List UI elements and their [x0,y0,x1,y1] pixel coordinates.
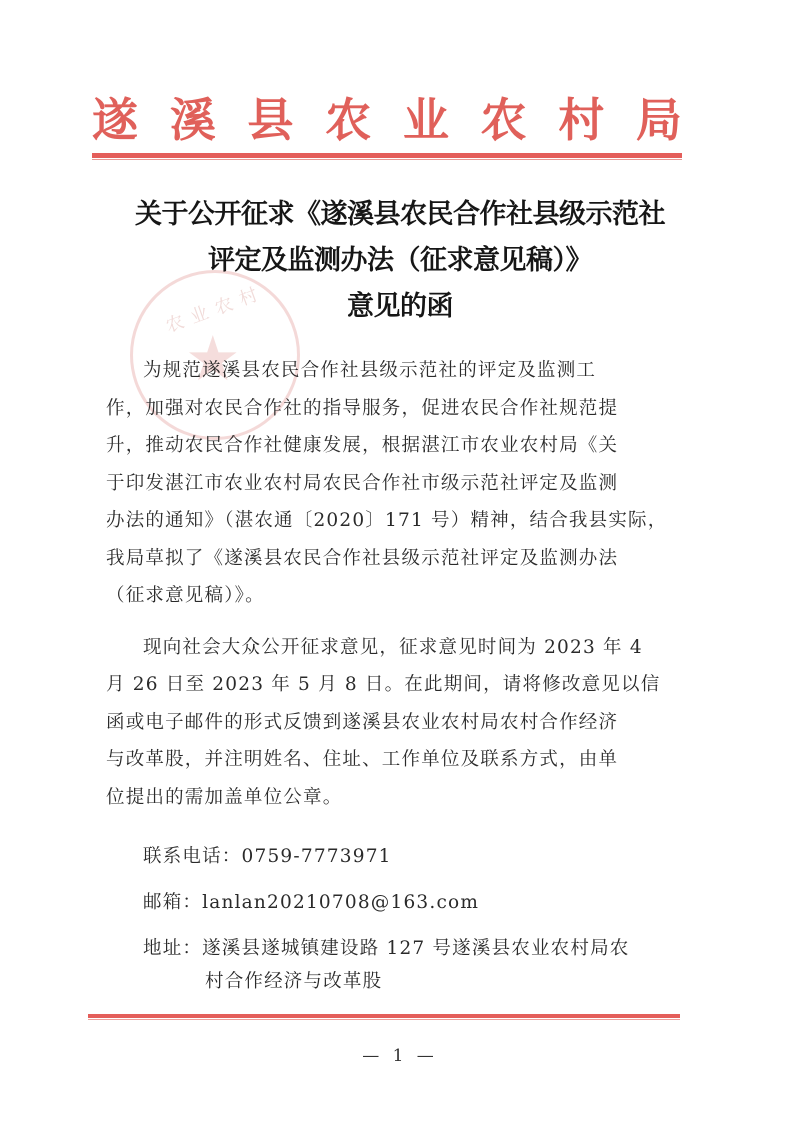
text-line: 为规范遂溪县农民合作社县级示范社的评定及监测工 [143,360,597,381]
masthead-char: 农 [480,93,527,147]
phone-value: 0759-7773971 [241,846,392,867]
masthead-char: 遂 [92,93,138,147]
text-line: 现向社会大众公开征求意见，征求意见时间为 2023 年 4 [143,636,643,658]
footer-divider-thin [88,1019,680,1020]
text-line: 位提出的需加盖单位公章。 [106,786,343,808]
page-number: — 1 — [362,1046,438,1066]
text-line: 办法的通知》（湛农通〔2020〕171 号）精神，结合我县实际， [106,510,668,531]
text-line: 作，加强对农民合作社的指导服务，促进农民合作社规范提 [106,397,619,419]
paragraph-1 [106,352,681,615]
text-line: 函或电子邮件的形式反馈到遂溪县农业农村局农村合作经济 [106,711,619,733]
masthead-divider-thin [92,159,682,160]
masthead-divider [92,153,682,158]
text-line: 我局草拟了《遂溪县农民合作社县级示范社评定及监测办法 [106,547,619,569]
contact-email [143,884,688,922]
contact-phone [143,838,688,876]
masthead [92,90,682,150]
address-value: 遂溪县遂城镇建设路 127 号遂溪县农业农村局农 [202,938,630,959]
title-line: 意见的函 [347,291,453,322]
title-line: 关于公开征求《遂溪县农民合作社县级示范社 [135,199,665,230]
masthead-char: 县 [247,93,294,147]
masthead-char: 业 [402,93,449,147]
paragraph-2 [106,629,681,817]
text-line: 月 26 日至 2023 年 5 月 8 日。在此期间，请将修改意见以信 [106,674,661,695]
address-value-continued: 村合作经济与改革股 [205,971,383,992]
document-title [80,192,720,330]
contact-address [143,930,688,968]
masthead-char: 局 [635,93,682,147]
text-line: 于印发湛江市农业农村局农民合作社市级示范社评定及监测 [106,472,619,494]
masthead-char: 溪 [169,93,216,147]
title-line: 评定及监测办法（征求意见稿）》 [208,245,592,276]
email-value: lanlan20210708@163.com [202,892,480,913]
text-line: 升，推动农民合作社健康发展，根据湛江市农业农村局《关 [106,435,619,456]
address-label: 地址： [143,938,203,959]
masthead-char: 农 [325,93,372,147]
phone-label: 联系电话： [143,846,242,867]
contact-address-continued [143,963,688,1001]
masthead-char: 村 [558,93,605,147]
document-body [106,352,681,816]
text-line: （征求意见稿）》。 [106,585,265,606]
footer-divider [88,1014,680,1018]
seal-text: 农业农村 [163,281,268,338]
email-label: 邮箱： [143,892,203,913]
text-line: 与改革股，并注明姓名、住址、工作单位及联系方式，由单 [106,749,619,770]
seal-star-icon: ★ [185,322,241,395]
